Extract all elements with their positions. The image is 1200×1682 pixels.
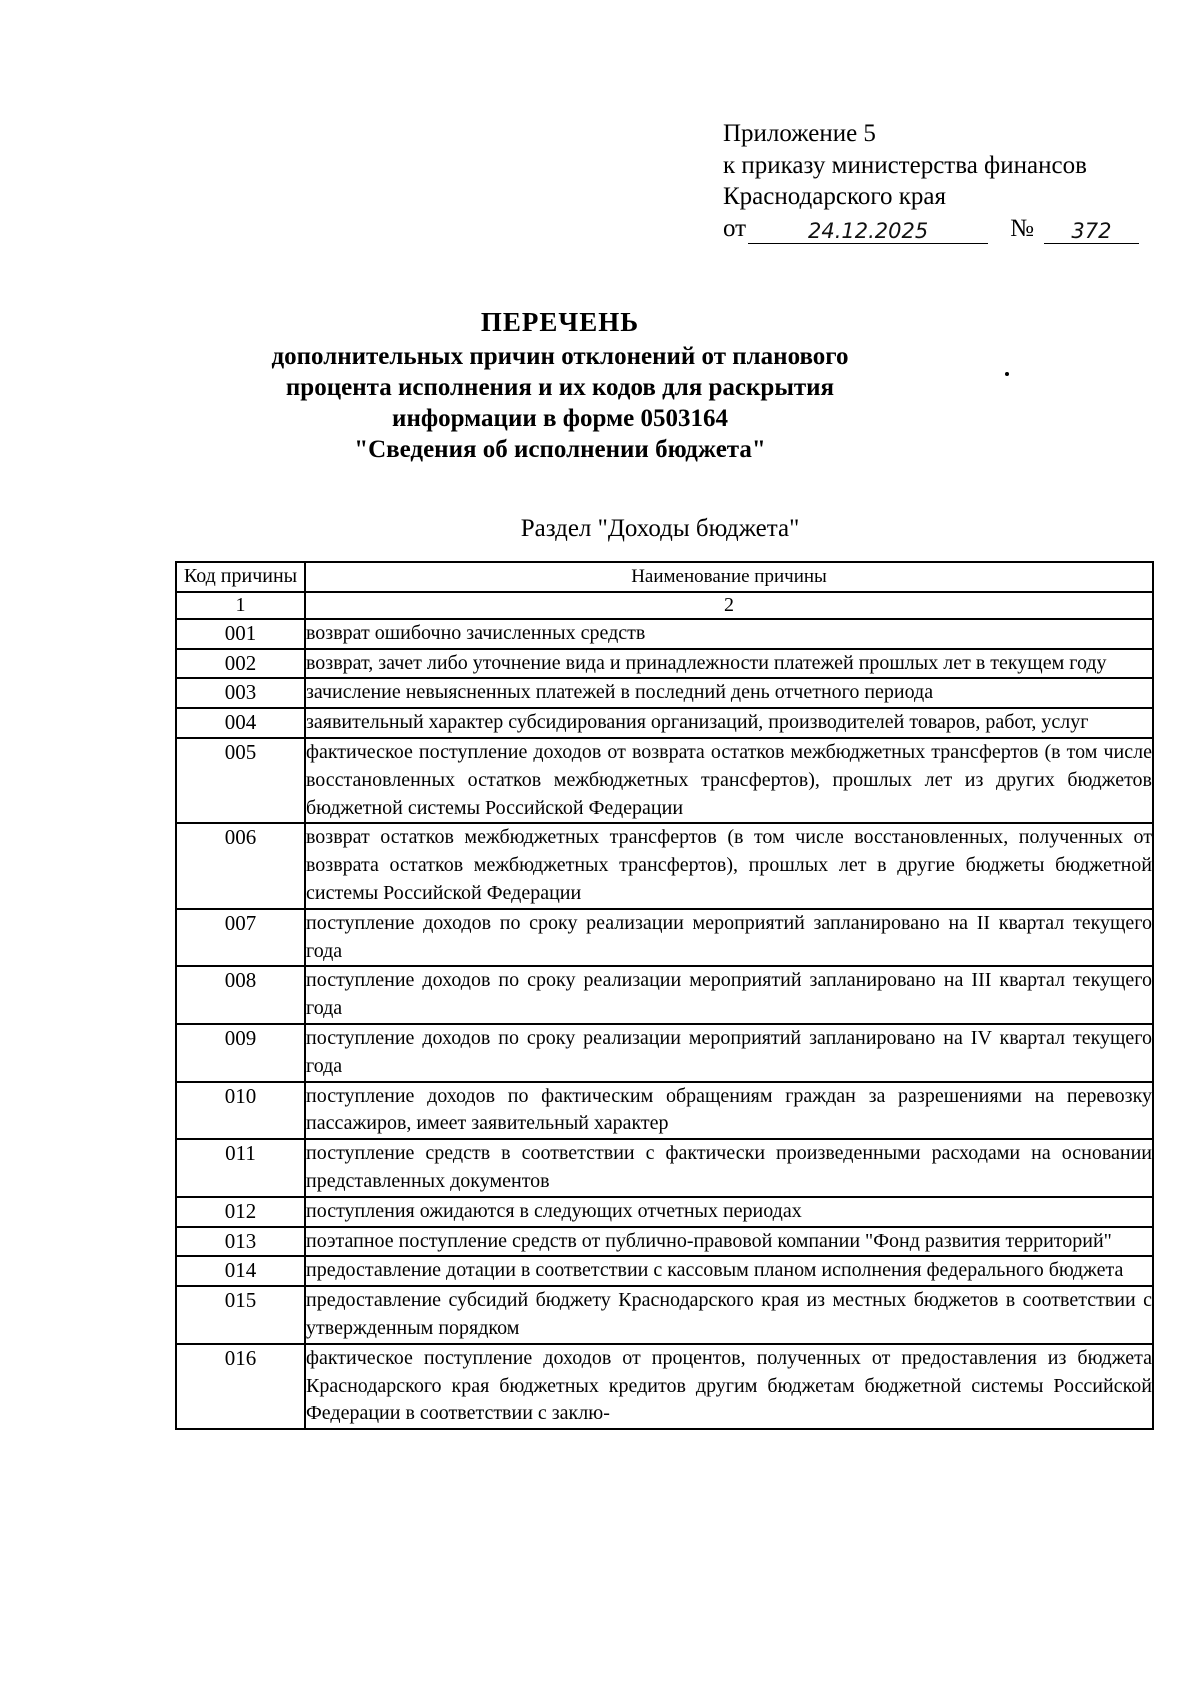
- table-row: [176, 649, 1153, 679]
- table-row: [176, 1082, 1153, 1140]
- title-line-2: процента исполнения и их кодов для раскрытия: [285, 374, 835, 401]
- table-row: [176, 1024, 1153, 1082]
- appendix-title: Приложение 5: [723, 120, 876, 147]
- reason-text: поступление доходов по фактическим обращениям граждан за разрешениями на перевозку пассажиров, имеет заявительный характер: [305, 1082, 1153, 1140]
- title-line-3: информации в форме 0503164: [392, 405, 728, 432]
- header-code: Код причины: [176, 562, 305, 592]
- column-number-2: 2: [305, 592, 1153, 619]
- appendix-date-line: [723, 213, 1139, 245]
- appendix-block: [723, 118, 1139, 244]
- table-row: [176, 1256, 1153, 1286]
- reason-text: возврат, зачет либо уточнение вида и принадлежности платежей прошлых лет в текущем году: [305, 649, 1153, 679]
- table-row: [176, 619, 1153, 649]
- reason-code: 011: [176, 1139, 305, 1197]
- reason-text: поэтапное поступление средств от публично-правовой компании "Фонд развития территорий": [305, 1227, 1153, 1257]
- table-row: [176, 1227, 1153, 1257]
- header-reason: Наименование причины: [305, 562, 1153, 592]
- appendix-order-ref: к приказу министерства финансов: [723, 151, 1087, 179]
- reason-text: возврат остатков межбюджетных трансфертов (в том числе восстановленных, полученных от возврата остатков межбюджетных трансфертов), прошлых лет в другие бюджеты бюджетной системы Российской Федерации: [305, 823, 1153, 908]
- reason-code: 004: [176, 708, 305, 738]
- reason-code: 013: [176, 1227, 305, 1257]
- reason-code: 015: [176, 1286, 305, 1344]
- reason-text: заявительный характер субсидирования организаций, производителей товаров, работ, услуг: [305, 708, 1153, 738]
- table-header-row: [176, 562, 1153, 592]
- reason-code: 007: [176, 909, 305, 967]
- stray-dot: [1005, 372, 1009, 376]
- reason-text: возврат ошибочно зачисленных средств: [305, 619, 1153, 649]
- reason-text: предоставление дотации в соответствии с кассовым планом исполнения федерального бюджета: [305, 1256, 1153, 1286]
- reason-text: поступление доходов по сроку реализации мероприятий запланировано на III квартал текущего года: [305, 966, 1153, 1024]
- table-row: [176, 1197, 1153, 1227]
- reason-code: 006: [176, 823, 305, 908]
- section-title: Раздел "Доходы бюджета": [520, 515, 800, 542]
- handwritten-number: 372: [1044, 219, 1139, 244]
- reason-code: 008: [176, 966, 305, 1024]
- column-number-1: 1: [176, 592, 305, 619]
- document-title: [200, 307, 920, 465]
- title-line-4: "Сведения об исполнении бюджета": [354, 436, 766, 463]
- reason-code: 014: [176, 1256, 305, 1286]
- reason-text: поступление доходов по сроку реализации мероприятий запланировано на IV квартал текущего года: [305, 1024, 1153, 1082]
- table-row: [176, 678, 1153, 708]
- column-numbers-row: [176, 592, 1153, 619]
- from-label: от: [723, 214, 747, 242]
- number-sign: №: [1010, 214, 1034, 242]
- reason-code: 005: [176, 738, 305, 823]
- table-row: [176, 966, 1153, 1024]
- reason-code: 010: [176, 1082, 305, 1140]
- table-row: [176, 1139, 1153, 1197]
- reason-text: фактическое поступление доходов от возврата остатков межбюджетных трансфертов (в том числе восстановленных остатков межбюджетных трансфертов), прошлых лет из других бюджетов бюджетной системы Российской Федерации: [305, 738, 1153, 823]
- table-row: [176, 823, 1153, 908]
- title-line-1: дополнительных причин отклонений от планового: [271, 343, 849, 370]
- reason-text: поступление средств в соответствии с фактически произведенными расходами на основании представленных документов: [305, 1139, 1153, 1197]
- reason-code: 009: [176, 1024, 305, 1082]
- reason-code: 012: [176, 1197, 305, 1227]
- table-row: [176, 1344, 1153, 1429]
- reason-text: фактическое поступление доходов от процентов, полученных от предоставления из бюджета Краснодарского края бюджетных кредитов другим бюджетам бюджетной системы Российской Федерации в соответствии с заклю-: [305, 1344, 1153, 1429]
- title-main: ПЕРЕЧЕНЬ: [480, 307, 640, 337]
- reason-code: 001: [176, 619, 305, 649]
- table-row: [176, 738, 1153, 823]
- reason-text: зачисление невыясненных платежей в последний день отчетного периода: [305, 678, 1153, 708]
- reasons-table: [175, 561, 1154, 1430]
- reason-code: 016: [176, 1344, 305, 1429]
- appendix-region: Краснодарского края: [723, 183, 946, 210]
- reason-text: предоставление субсидий бюджету Краснодарского края из местных бюджетов в соответствии с утвержденным порядком: [305, 1286, 1153, 1344]
- reason-code: 003: [176, 678, 305, 708]
- reason-text: поступления ожидаются в следующих отчетных периодах: [305, 1197, 1153, 1227]
- table-row: [176, 1286, 1153, 1344]
- handwritten-date: 24.12.2025: [748, 219, 988, 244]
- table-row: [176, 708, 1153, 738]
- reason-text: поступление доходов по сроку реализации мероприятий запланировано на II квартал текущего года: [305, 909, 1153, 967]
- reason-code: 002: [176, 649, 305, 679]
- table-row: [176, 909, 1153, 967]
